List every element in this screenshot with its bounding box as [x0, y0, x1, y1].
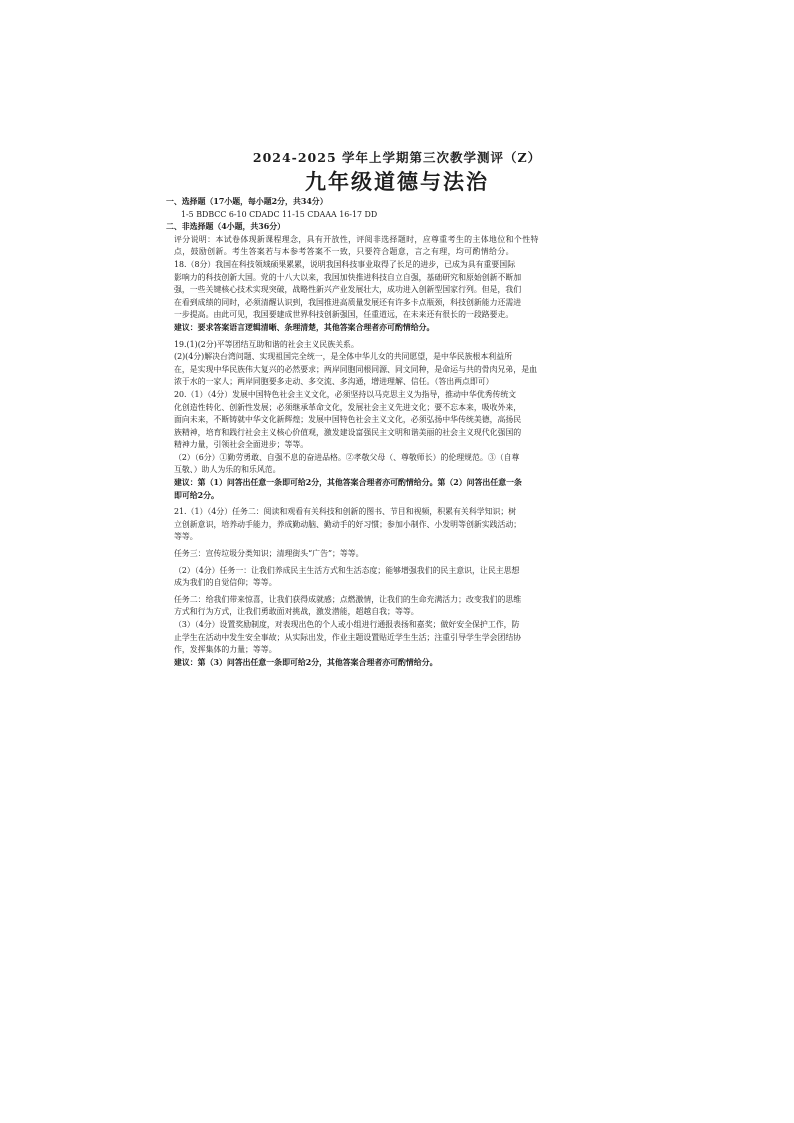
q19-line: 19.(1)(2分)平等团结互助和谐的社会主义民族关系。	[174, 339, 359, 349]
exam-subtitle: 2024-2025 学年上学期第三次教学测评（Z）	[252, 150, 542, 165]
q20-line: 面向未来，不断铸就中华文化新辉煌；发展中国特色社会主义文化，必须弘扬中华传统美德，高扬民	[174, 415, 522, 425]
q21-line: 止学生在活动中发生安全事故；从实际出发，作业主题设置贴近学生生活；注重引导学生学会团结协	[174, 632, 522, 642]
q21-line: （3）（4分）设置奖励制度，对表现出色的个人或小组进行通报表扬和嘉奖；做好安全保护工作，防	[174, 620, 520, 629]
q18-line: 一步提高。由此可见，我国要建成世界科技创新强国，任重道远，在未来还有很长的一段路要走。	[174, 310, 514, 320]
q21-line: 任务二：给我们带来惊喜，让我们获得成就感；点燃激情，让我们的生命充满活力；改变我们的思维	[174, 594, 522, 604]
q21-line: 21.（1）（4分）任务二：阅读和观看有关科技和创新的图书、节目和视频，积累有关科学知识；树	[174, 507, 517, 517]
section-heading-choice: 一、选择题（17小题，每小题2分，共34分）	[166, 197, 328, 206]
q21-line: 方式和行为方式，让我们勇敢面对挑战，激发潜能，超越自我；等等。	[174, 607, 419, 617]
q19-line: (2)(4分)解决台湾问题、实现祖国完全统一，是全体中华儿女的共同愿望，是中华民族根本利益所	[174, 352, 512, 362]
q21-line: 等等。	[174, 532, 198, 542]
q20-line: 化创造性转化、创新性发展；必须继承革命文化，发展社会主义先进文化；要不忘本来，吸收外来，	[174, 402, 522, 412]
answer-content	[166, 196, 634, 669]
q21-line: 立创新意识，培养动手能力，养成勤动脑、勤动手的好习惯；参加小制作、小发明等创新实践活动；	[174, 519, 522, 529]
q21-line: 成为我们的自觉信仰；等等。	[174, 578, 277, 588]
q18-line: 18.（8分）我国在科技领域硕果累累，说明我国科技事业取得了长足的进步，已成为具有重要国际	[174, 259, 516, 269]
q20-suggestion: 即可给2分。	[174, 490, 219, 500]
q18-line: 强，一些关键核心技术实现突破，战略性新兴产业发展壮大，成功进入创新型国家行列。但是，我们	[174, 285, 522, 295]
q19-line: 浓于水的一家人；两岸同胞要多走动、多交流、多沟通，增进理解、信任。（答出两点即可）	[174, 377, 494, 387]
q18-suggestion: 建议：要求答案语言逻辑清晰、条理清楚，其他答案合理者亦可酌情给分。	[174, 322, 435, 332]
q21-line: 作，发挥集体的力量；等等。	[174, 645, 277, 655]
q20-line: 精神力量，引领社会全面进步；等等。	[174, 440, 309, 450]
q21-line: 任务三：宣传垃圾分类知识；清理街头“广告”；等等。	[174, 549, 364, 559]
q20-line: 20.（1）（4分）发展中国特色社会主义文化，必须坚持以马克思主义为指导，推动中华优秀传统文	[174, 389, 517, 399]
q20-line: 互敬、）助人为乐的和乐风范。	[174, 465, 281, 475]
q20-suggestion: 建议：第（1）问答出任意一条即可给2分，其他答案合理者亦可酌情给分。第（2）问答出任意一条	[174, 478, 522, 488]
page-title: 九年级道德与法治	[305, 169, 489, 194]
q21-suggestion: 建议：第（3）问答出任意一条即可给2分，其他答案合理者亦可酌情给分。	[174, 657, 438, 667]
section-heading-nonchoice: 二、非选择题（4小题，共36分）	[166, 222, 286, 232]
q20-line: 族精神，培育和践行社会主义核心价值观，激发建设富强民主文明和谐美丽的社会主义现代化强国的	[174, 427, 522, 437]
scoring-note-line: 点，鼓励创新。考生答案若与本参考答案不一致，只要符合题意，言之有理，均可酌情给分。	[174, 247, 514, 257]
q18-line: 在看到成绩的同时，必须清醒认识到，我国推进高质量发展还有许多卡点瓶颈，科技创新能力还需进	[174, 297, 522, 307]
q20-line: （2）（6分）①勤劳勇敢、自强不息的奋进品格。②孝敬父母（、尊敬师长）的伦理规范。③（自尊	[174, 452, 520, 462]
q19-line: 在，是实现中华民族伟大复兴的必然要求；两岸同胞同根同源、同文同种，是命运与共的骨肉兄弟，是血	[174, 364, 537, 374]
choice-answers: 1-5 BDBCC 6-10 CDADC 11-15 CDAAA 16-17 DD	[181, 209, 378, 219]
q18-line: 影响力的科技创新大国。党的十八大以来，我国加快推进科技自立自强，基础研究和原始创新不断加	[174, 272, 522, 282]
scoring-note-line: 评分说明：本试卷体现新课程理念，具有开放性，评阅非选择题时，应尊重考生的主体地位和个性特	[174, 234, 539, 244]
q21-line: （2）（4分）任务一：让我们养成民主生活方式和生活态度；能够增强我们的民主意识，让民主思想	[174, 565, 520, 575]
